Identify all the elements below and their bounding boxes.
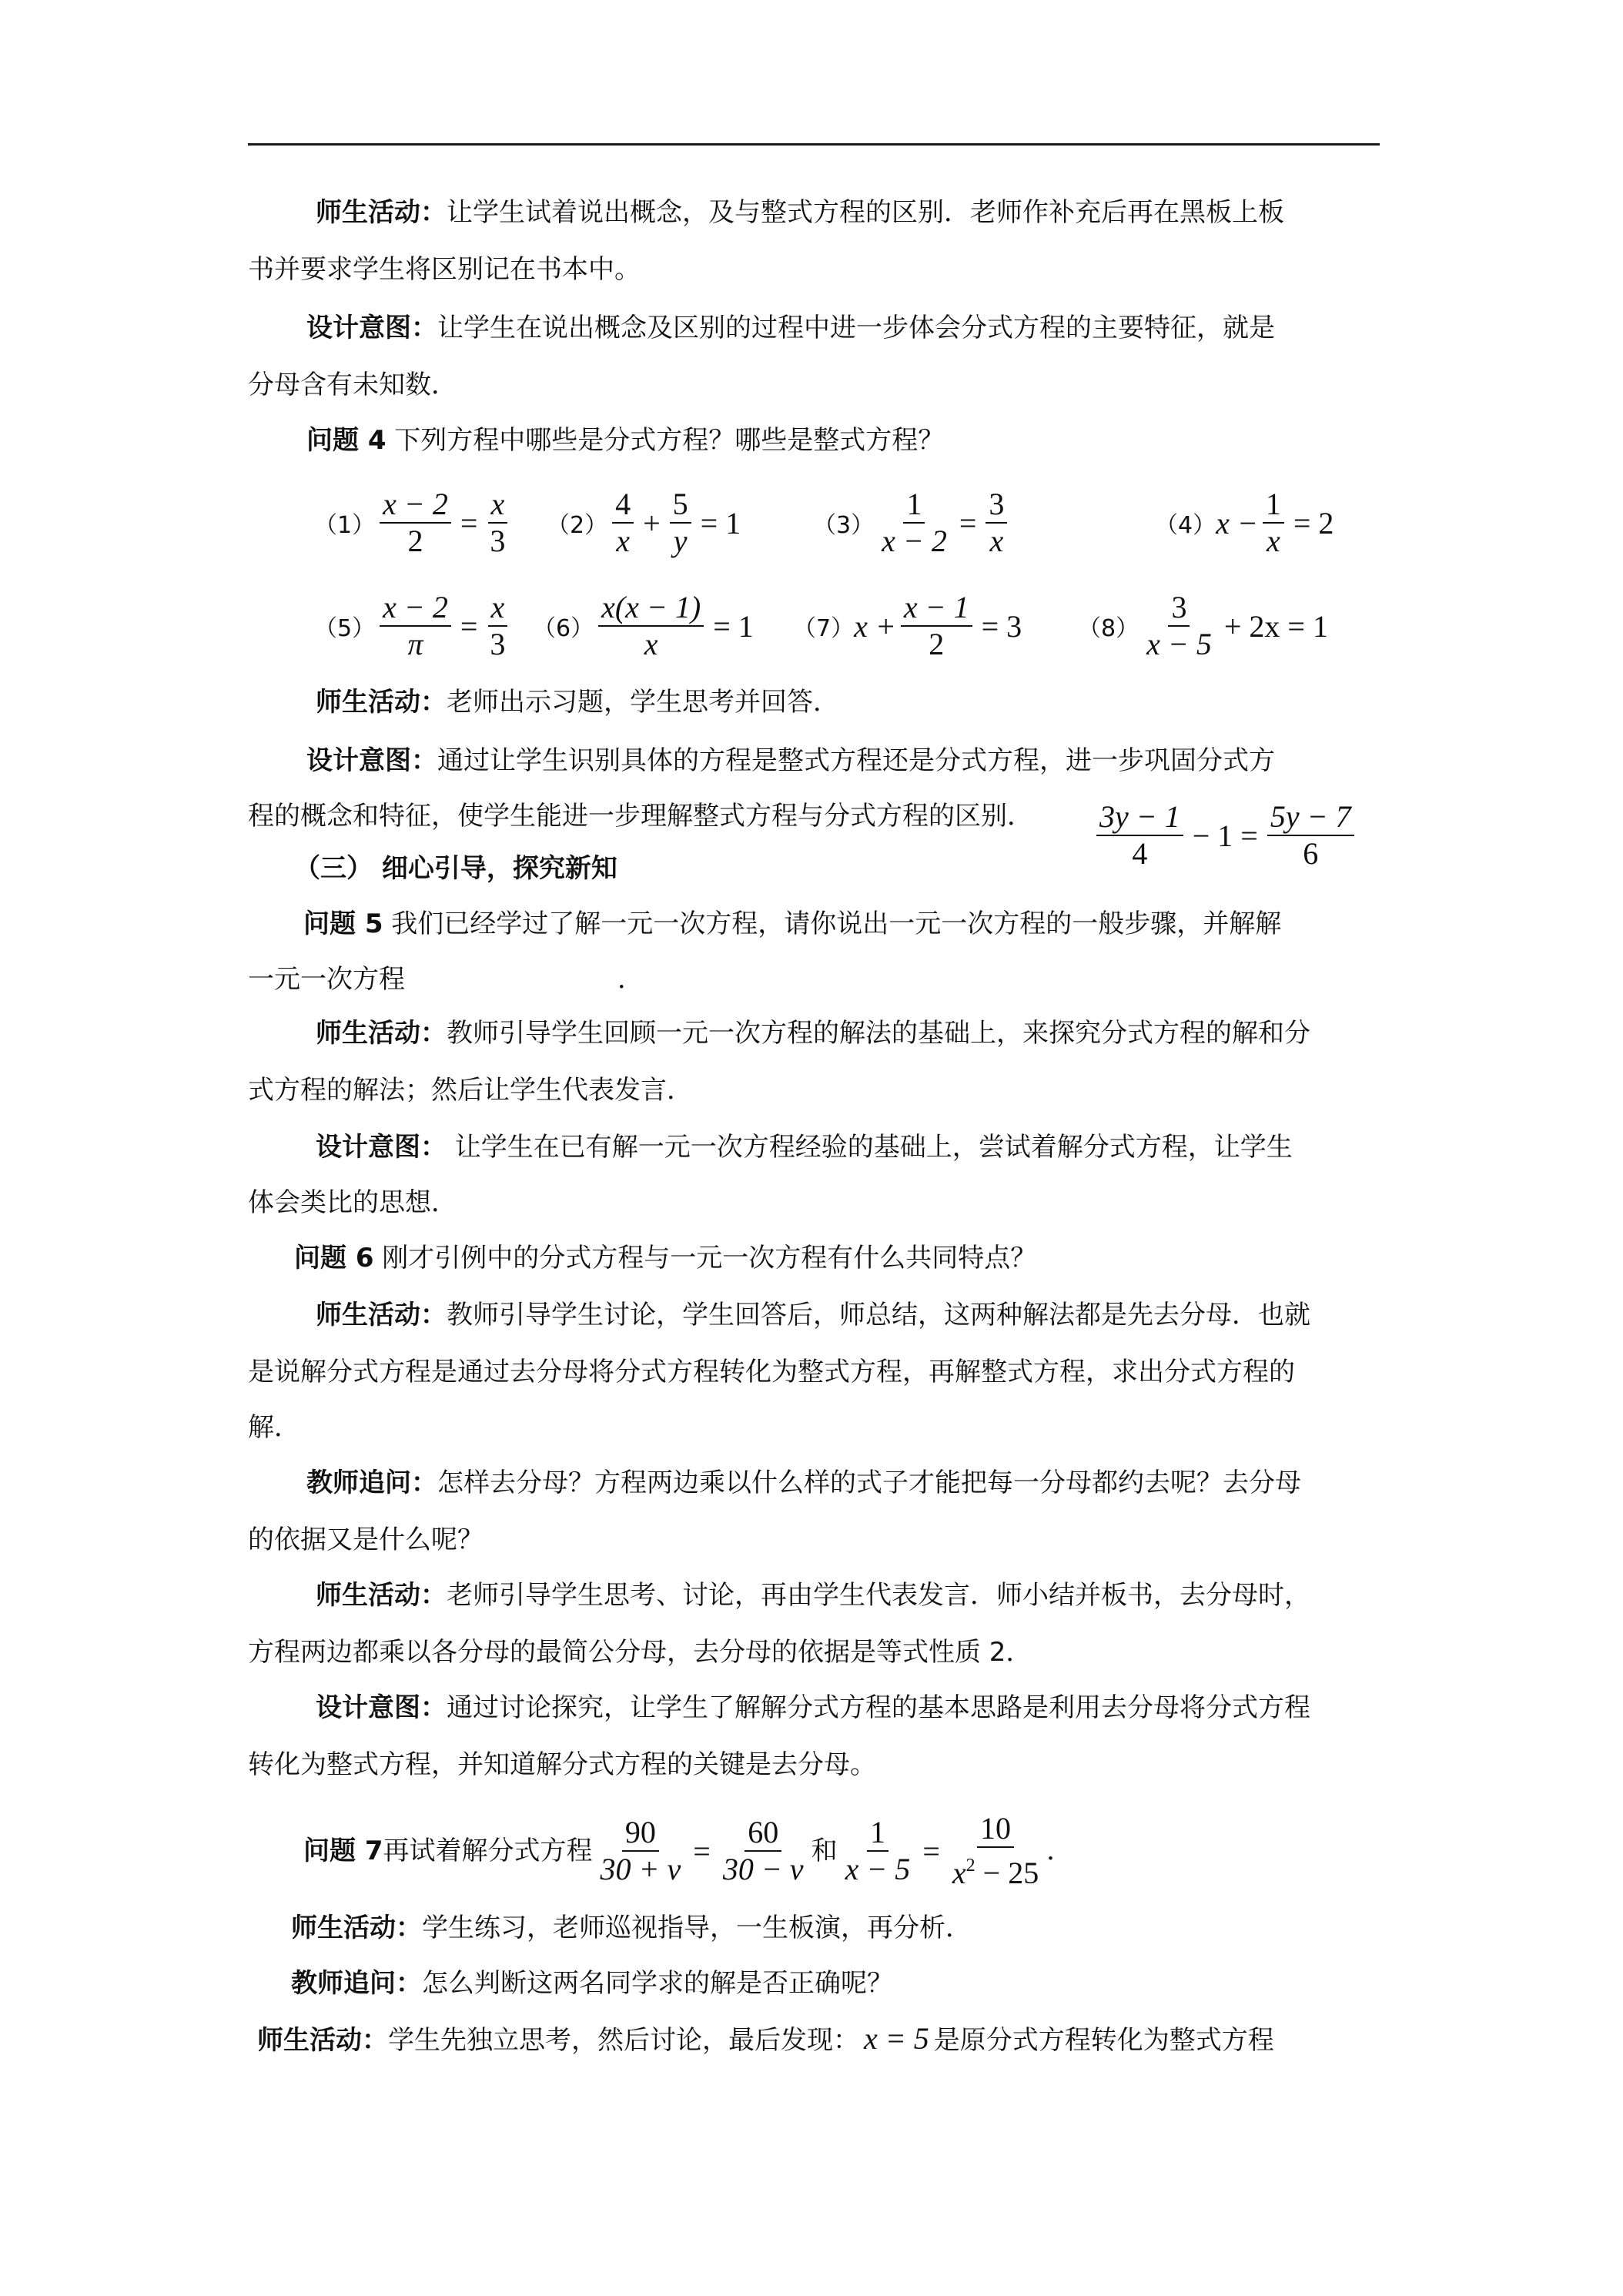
label: 师生活动： [316, 1018, 447, 1049]
paragraph-teacher-question-1-cont: 的依据又是什么呢？ [248, 1525, 484, 1555]
fraction-10: $\frac{10}{x^2 - 25}$ [952, 1811, 1039, 1890]
question-7: 问题 7 再试着解分式方程 $\frac{90}{30 + v}$ = $\frac{60}{30 - v}$ 和 $\frac{1}{x - 5}$ = $\frac{10}{x^2 - 25}$ ． [303, 1811, 1073, 1890]
fraction-90: $\frac{90}{30 + v}$ [600, 1815, 681, 1886]
paragraph-activity-2: 师生活动：老师出示习题，学生思考并回答． [316, 687, 839, 718]
label: 问题 7 [303, 1836, 383, 1866]
question-4: 问题 4 下列方程中哪些是分式方程？哪些是整式方程？ [306, 425, 945, 456]
equation-5: （5） $\frac{x - 2}{\pi}$ = $\frac{x}{3}$ [314, 584, 513, 668]
paragraph-activity-6: 师生活动：学生练习，老师巡视指导，一生板演，再分析． [291, 1913, 972, 1943]
question-5-cont: 一元一次方程 ． [248, 964, 644, 995]
paragraph-teacher-question-2: 教师追问：怎么判断这两名同学求的解是否正确呢？ [291, 1968, 893, 1999]
paragraph-activity-5: 师生活动：老师引导学生思考、讨论，再由学生代表发言．师小结并板书，去分母时， [316, 1580, 1310, 1611]
label: 设计意图： [316, 1132, 447, 1163]
label: 师生活动： [316, 687, 447, 718]
label: 教师追问： [306, 1468, 437, 1498]
fraction-1: $\frac{1}{x - 5}$ [845, 1815, 911, 1886]
equation-1: （1） $\frac{x - 2}{2}$ = $\frac{x}{3}$ [314, 480, 513, 565]
label: 教师追问： [291, 1968, 422, 1999]
label: 师生活动： [316, 1580, 447, 1611]
label: 师生活动： [257, 2025, 388, 2056]
paragraph-activity-4-cont: 是说解分式方程是通过去分母将分式方程转化为整式方程，再解整式方程，求出分式方程的 [248, 1357, 1295, 1387]
label: 设计意图： [316, 1692, 447, 1723]
equation-7: （7） x + $\frac{x - 1}{2}$ = 3 [793, 590, 1022, 661]
paragraph-activity-4: 师生活动：教师引导学生讨论，学生回答后，师总结，这两种解法都是先去分母．也就 [316, 1300, 1310, 1330]
paragraph-activity-5-cont: 方程两边都乘以各分母的最简公分母，去分母的依据是等式性质 2． [248, 1637, 1032, 1668]
paragraph-design-4: 设计意图：通过讨论探究，让学生了解解分式方程的基本思路是利用去分母将分式方程 [316, 1692, 1310, 1723]
equation-8: （8） $\frac{3}{x - 5}$ + 2x = 1 [1078, 590, 1328, 661]
paragraph-design-2: 设计意图：通过让学生识别具体的方程是整式方程还是分式方程，进一步巩固分式方 [306, 745, 1275, 776]
paragraph-design-2-cont: 程的概念和特征，使学生能进一步理解整式方程与分式方程的区别． [248, 801, 1033, 832]
paragraph-design-4-cont: 转化为整式方程，并知道解分式方程的关键是去分母。 [248, 1749, 876, 1780]
header-rule [248, 143, 1380, 146]
label: 问题 5 [303, 909, 383, 939]
paragraph-design-1: 设计意图：让学生在说出概念及区别的过程中进一步体会分式方程的主要特征，就是 [306, 313, 1275, 343]
paragraph-activity-1: 师生活动：让学生试着说出概念，及与整式方程的区别．老师作补充后再在黑板上板 [316, 197, 1284, 228]
label: 师生活动： [291, 1913, 422, 1943]
label: 设计意图： [306, 745, 437, 776]
paragraph-design-1-cont: 分母含有未知数． [248, 370, 457, 400]
question-6: 问题 6 刚才引例中的分式方程与一元一次方程有什么共同特点？ [294, 1243, 1037, 1274]
equation-4: （4） x − $\frac{1}{x}$ = 2 [1155, 487, 1334, 558]
paragraph-activity-3: 师生活动：教师引导学生回顾一元一次方程的解法的基础上，来探究分式方程的解和分 [316, 1018, 1310, 1049]
label: 问题 4 [306, 425, 387, 456]
section-heading-3: （三） 细心引导，探究新知 [294, 853, 617, 884]
paragraph-design-3-cont: 体会类比的思想． [248, 1187, 457, 1218]
paragraph-activity-7: 师生活动：学生先独立思考，然后讨论，最后发现： x = 5 是原分式方程转化为整式方程 [257, 2021, 1274, 2056]
paragraph-teacher-question-1: 教师追问：怎样去分母？方程两边乘以什么样的式子才能把每一分母都约去呢？去分母 [306, 1468, 1301, 1498]
equation-6: （6） $\frac{x(x - 1)}{x}$ = 1 [533, 590, 754, 661]
paragraph-activity-4-end: 解． [248, 1412, 300, 1443]
equation-3: （3） $\frac{1}{x - 2}$ = $\frac{3}{x}$ [813, 480, 1012, 565]
label: 师生活动： [316, 1300, 447, 1330]
paragraph-design-3: 设计意图： 让学生在已有解一元一次方程经验的基础上，尝试着解分式方程，让学生 [316, 1132, 1293, 1163]
label: 设计意图： [306, 313, 437, 343]
floating-linear-equation: $\frac{3y - 1}{4}$ − 1 = $\frac{5y - 7}{6}$ [1092, 793, 1359, 878]
paragraph-activity-1-cont: 书并要求学生将区别记在书本中。 [248, 254, 641, 285]
equation-2: （2） $\frac{4}{x}$ + $\frac{5}{y}$ = 1 [547, 487, 741, 558]
question-5: 问题 5 我们已经学过了解一元一次方程，请你说出一元一次方程的一般步骤，并解解 [303, 909, 1282, 939]
label: 问题 6 [294, 1243, 374, 1274]
fraction-60: $\frac{60}{30 - v}$ [722, 1815, 804, 1886]
paragraph-activity-3-cont: 式方程的解法；然后让学生代表发言． [248, 1075, 693, 1106]
label: 师生活动： [316, 197, 447, 228]
